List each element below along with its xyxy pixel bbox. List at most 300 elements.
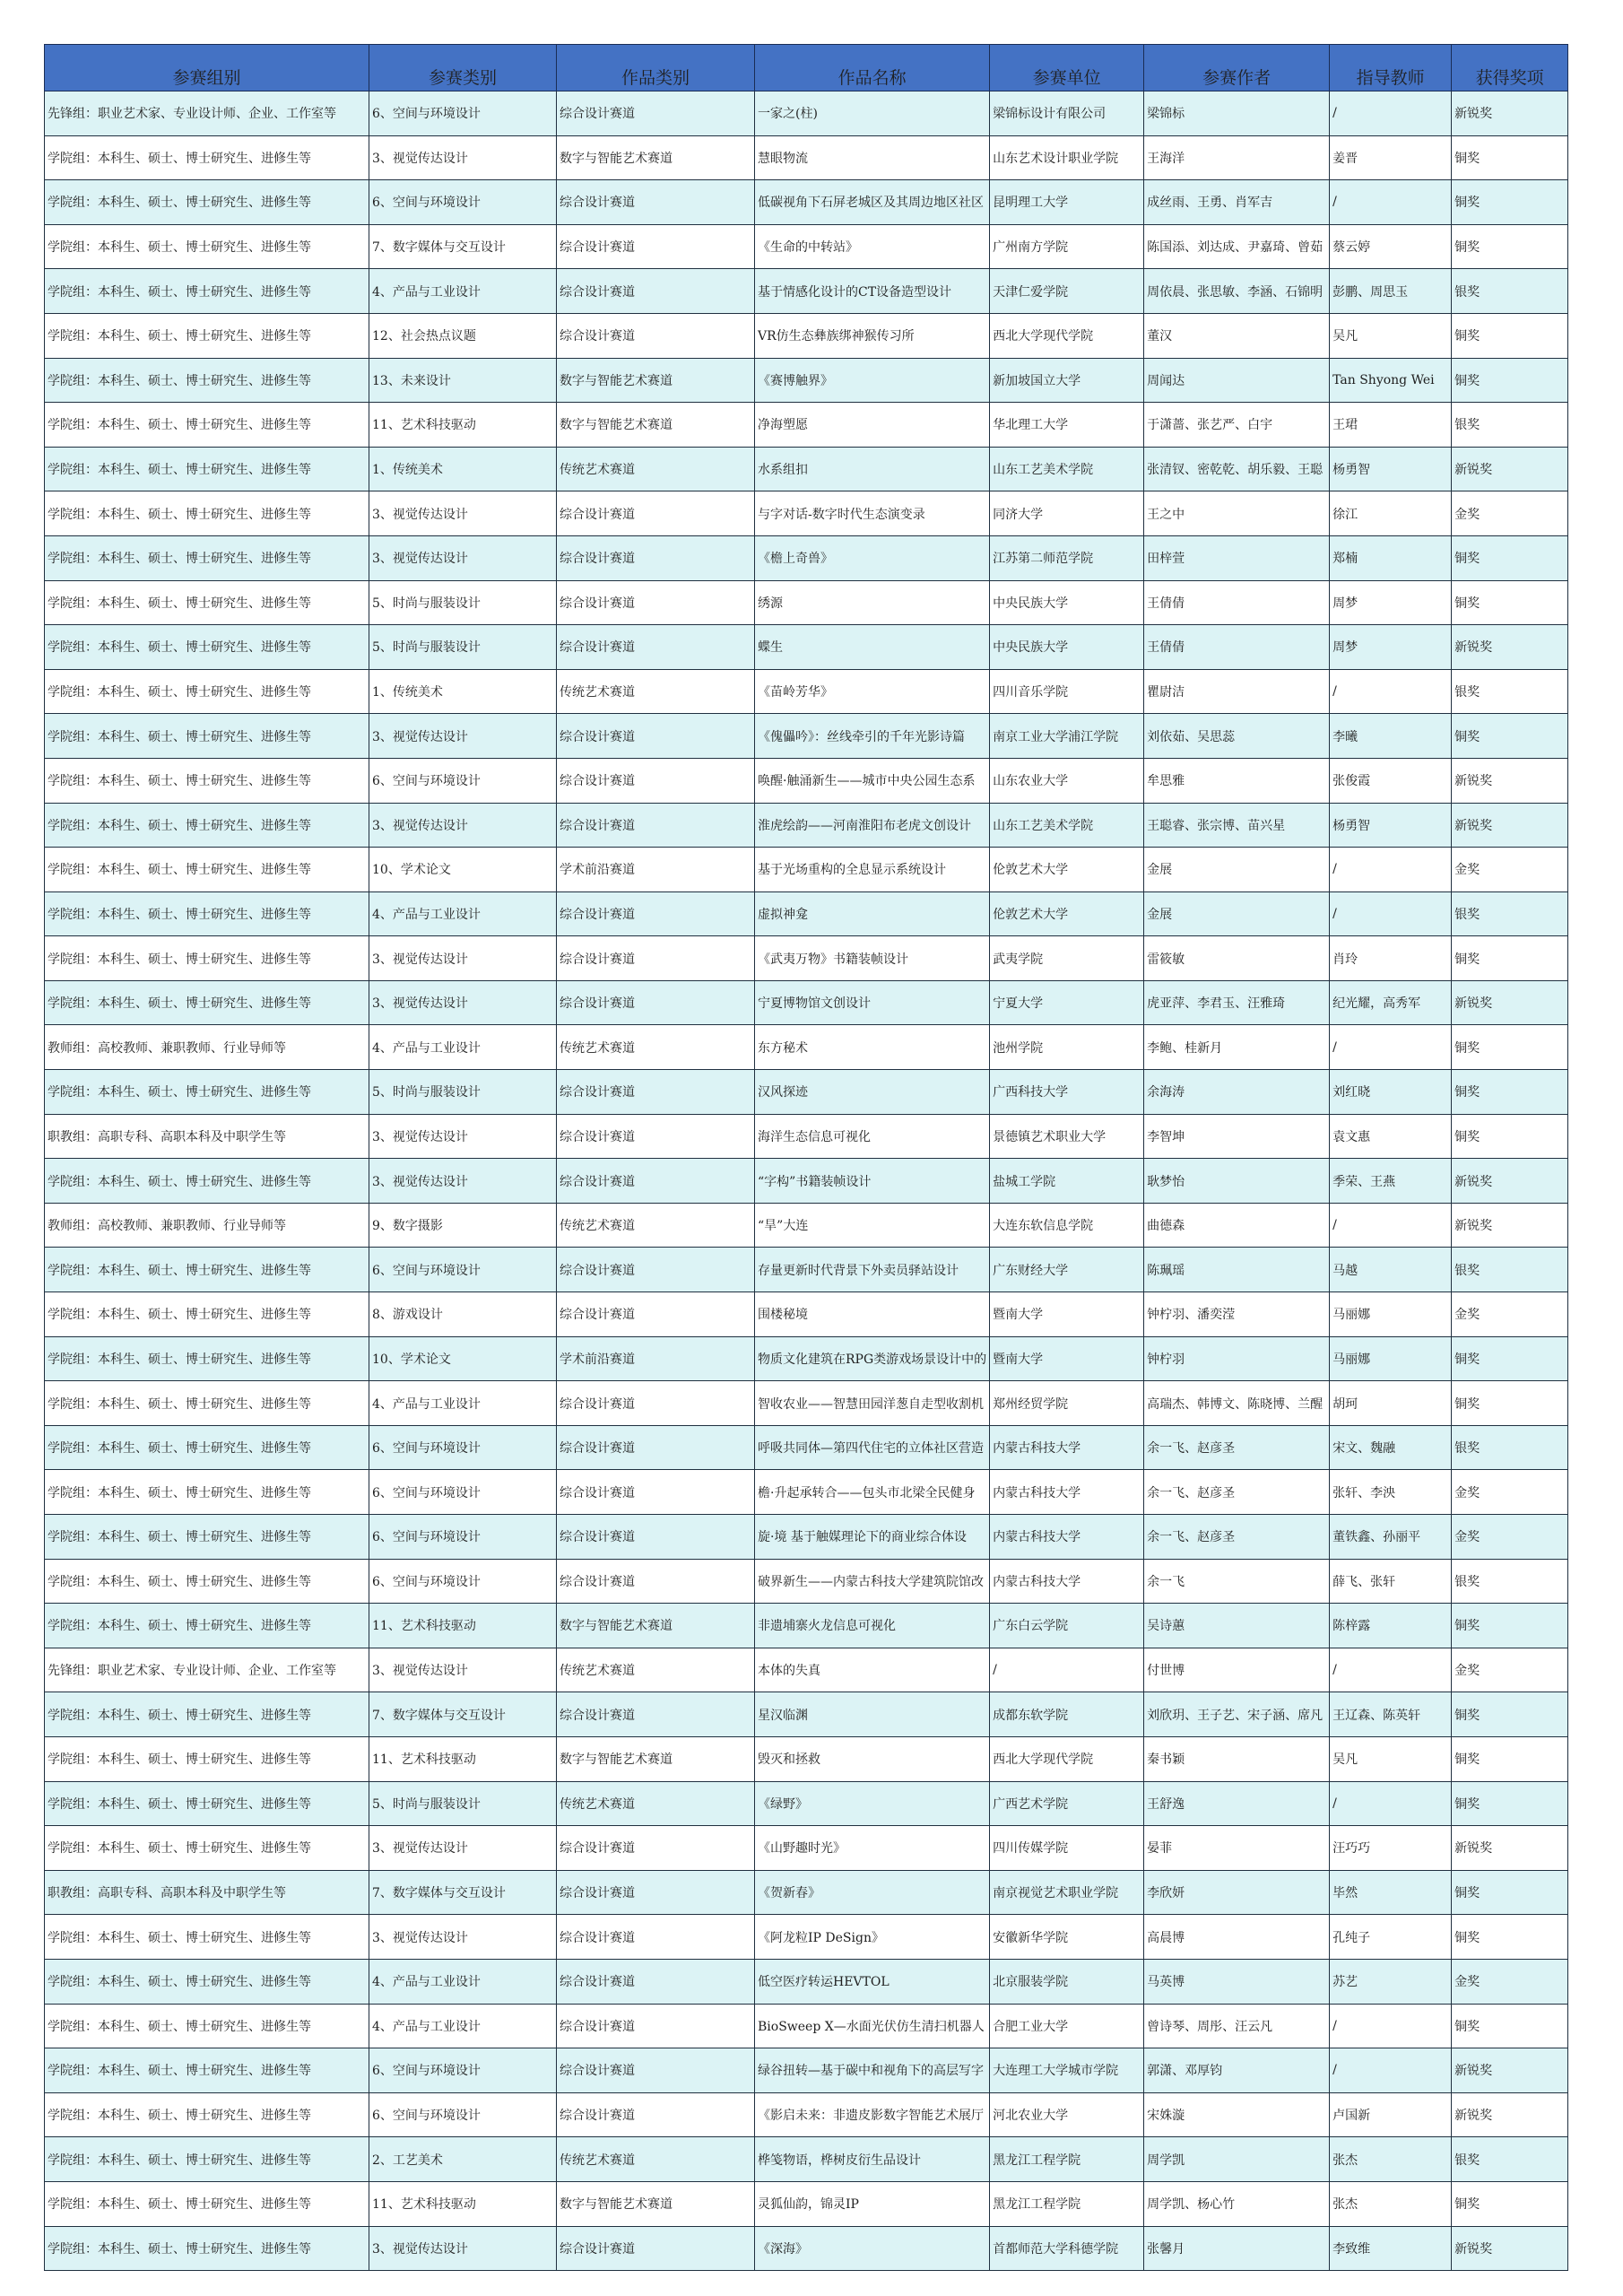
table-cell[interactable]: 综合设计赛道 (557, 1692, 755, 1737)
table-cell[interactable]: 综合设计赛道 (557, 803, 755, 848)
table-cell[interactable]: 7、数字媒体与交互设计 (369, 1870, 557, 1915)
table-cell[interactable]: 学院组：本科生、硕士、博士研究生、进修生等 (45, 1915, 369, 1960)
table-cell[interactable]: 耿梦怡 (1144, 1159, 1330, 1204)
table-row[interactable] (45, 403, 1568, 448)
table-cell[interactable]: 传统艺术赛道 (557, 2137, 755, 2182)
table-cell[interactable]: 学院组：本科生、硕士、博士研究生、进修生等 (45, 2226, 369, 2271)
table-cell[interactable]: 学院组：本科生、硕士、博士研究生、进修生等 (45, 224, 369, 269)
table-cell[interactable]: 学院组：本科生、硕士、博士研究生、进修生等 (45, 1248, 369, 1292)
table-cell[interactable]: 3、视觉传达设计 (369, 491, 557, 536)
table-row[interactable] (45, 2226, 1568, 2271)
table-cell[interactable]: 学院组：本科生、硕士、博士研究生、进修生等 (45, 1470, 369, 1515)
table-row[interactable] (45, 447, 1568, 491)
table-cell[interactable]: 学院组：本科生、硕士、博士研究生、进修生等 (45, 803, 369, 848)
table-cell[interactable]: 《檐上奇兽》 (755, 535, 990, 580)
table-row[interactable] (45, 2004, 1568, 2048)
table-cell[interactable]: 广西科技大学 (990, 1070, 1144, 1115)
table-cell[interactable]: 学院组：本科生、硕士、博士研究生、进修生等 (45, 758, 369, 803)
table-cell[interactable]: 余海涛 (1144, 1070, 1330, 1115)
table-cell[interactable]: 成丝雨、王勇、肖军吉 (1144, 180, 1330, 225)
table-row[interactable] (45, 1515, 1568, 1560)
table-cell[interactable]: 7、数字媒体与交互设计 (369, 224, 557, 269)
table-cell[interactable]: 华北理工大学 (990, 403, 1144, 448)
table-cell[interactable]: 金奖 (1452, 848, 1568, 892)
table-row[interactable] (45, 1292, 1568, 1337)
table-cell[interactable]: 铜奖 (1452, 135, 1568, 180)
table-cell[interactable]: 杨勇智 (1330, 803, 1452, 848)
table-row[interactable] (45, 135, 1568, 180)
table-cell[interactable]: 星汉临渊 (755, 1692, 990, 1737)
table-cell[interactable]: 陈梓露 (1330, 1604, 1452, 1648)
table-cell[interactable]: 综合设计赛道 (557, 1959, 755, 2004)
table-cell[interactable]: 教师组：高校教师、兼职教师、行业导师等 (45, 1025, 369, 1070)
table-cell[interactable]: 学院组：本科生、硕士、博士研究生、进修生等 (45, 2181, 369, 2226)
table-cell[interactable]: 学院组：本科生、硕士、博士研究生、进修生等 (45, 1381, 369, 1426)
table-cell[interactable]: 综合设计赛道 (557, 269, 755, 314)
table-cell[interactable]: 2、工艺美术 (369, 2137, 557, 2182)
table-cell[interactable]: 余一飞、赵彦圣 (1144, 1425, 1330, 1470)
table-cell[interactable]: 学院组：本科生、硕士、博士研究生、进修生等 (45, 491, 369, 536)
table-cell[interactable]: 广东白云学院 (990, 1604, 1144, 1648)
table-cell[interactable]: 北京服装学院 (990, 1959, 1144, 2004)
table-cell[interactable]: 《绿野》 (755, 1781, 990, 1826)
table-cell[interactable]: 学院组：本科生、硕士、博士研究生、进修生等 (45, 2137, 369, 2182)
table-cell[interactable]: 张杰 (1330, 2137, 1452, 2182)
table-cell[interactable]: 毕然 (1330, 1870, 1452, 1915)
table-cell[interactable]: 张轩、李泱 (1330, 1470, 1452, 1515)
table-cell[interactable]: 武夷学院 (990, 936, 1144, 981)
table-cell[interactable]: 学院组：本科生、硕士、博士研究生、进修生等 (45, 891, 369, 936)
table-cell[interactable]: 淮虎绘韵——河南淮阳布老虎文创设计 (755, 803, 990, 848)
table-cell[interactable]: 马丽娜 (1330, 1336, 1452, 1381)
table-cell[interactable]: 灵狐仙韵，锦灵IP (755, 2181, 990, 2226)
table-cell[interactable]: 梁锦标 (1144, 91, 1330, 136)
table-row[interactable] (45, 1070, 1568, 1115)
table-cell[interactable]: / (1330, 2004, 1452, 2048)
table-cell[interactable]: VR仿生态彝族绑神猴传习所 (755, 313, 990, 358)
table-cell[interactable]: 暨南大学 (990, 1336, 1144, 1381)
table-row[interactable] (45, 936, 1568, 981)
table-cell[interactable]: 学院组：本科生、硕士、博士研究生、进修生等 (45, 848, 369, 892)
table-cell[interactable]: 物质文化建筑在RPG类游戏场景设计中的 (755, 1336, 990, 1381)
table-cell[interactable]: 数字与智能艺术赛道 (557, 2181, 755, 2226)
table-cell[interactable]: 破界新生——内蒙古科技大学建筑院馆改 (755, 1559, 990, 1604)
table-cell[interactable]: 7、数字媒体与交互设计 (369, 1692, 557, 1737)
table-cell[interactable]: 薛飞、张轩 (1330, 1559, 1452, 1604)
table-cell[interactable]: 金奖 (1452, 1648, 1568, 1692)
table-cell[interactable]: 铜奖 (1452, 1025, 1568, 1070)
table-row[interactable] (45, 1781, 1568, 1826)
table-cell[interactable]: 铜奖 (1452, 2004, 1568, 2048)
table-cell[interactable]: 9、数字摄影 (369, 1203, 557, 1248)
table-row[interactable] (45, 891, 1568, 936)
table-cell[interactable]: 黑龙江工程学院 (990, 2137, 1144, 2182)
table-cell[interactable]: 综合设计赛道 (557, 2092, 755, 2137)
table-cell[interactable]: 6、空间与环境设计 (369, 91, 557, 136)
table-cell[interactable]: 综合设计赛道 (557, 1470, 755, 1515)
table-cell[interactable]: 学院组：本科生、硕士、博士研究生、进修生等 (45, 1736, 369, 1781)
table-cell[interactable]: 海洋生态信息可视化 (755, 1114, 990, 1159)
table-cell[interactable]: 水系组扣 (755, 447, 990, 491)
table-cell[interactable]: 4、产品与工业设计 (369, 2004, 557, 2048)
table-cell[interactable]: 新锐奖 (1452, 1826, 1568, 1871)
table-cell[interactable]: 王辽森、陈英轩 (1330, 1692, 1452, 1737)
table-cell[interactable]: 学院组：本科生、硕士、博士研究生、进修生等 (45, 669, 369, 714)
table-cell[interactable]: 学院组：本科生、硕士、博士研究生、进修生等 (45, 313, 369, 358)
table-cell[interactable]: 3、视觉传达设计 (369, 1915, 557, 1960)
table-cell[interactable]: 学院组：本科生、硕士、博士研究生、进修生等 (45, 535, 369, 580)
table-cell[interactable]: 新加坡国立大学 (990, 358, 1144, 403)
table-cell[interactable]: 秦书颖 (1144, 1736, 1330, 1781)
table-cell[interactable]: 综合设计赛道 (557, 891, 755, 936)
table-row[interactable] (45, 848, 1568, 892)
table-cell[interactable]: 职教组：高职专科、高职本科及中职学生等 (45, 1870, 369, 1915)
table-cell[interactable]: 绣源 (755, 580, 990, 625)
table-cell[interactable]: 学院组：本科生、硕士、博士研究生、进修生等 (45, 403, 369, 448)
table-cell[interactable]: 综合设计赛道 (557, 1515, 755, 1560)
table-cell[interactable]: 综合设计赛道 (557, 714, 755, 759)
table-cell[interactable]: 学院组：本科生、硕士、博士研究生、进修生等 (45, 580, 369, 625)
table-cell[interactable]: 宁夏博物馆文创设计 (755, 980, 990, 1025)
table-cell[interactable]: 王舒逸 (1144, 1781, 1330, 1826)
table-cell[interactable]: 综合设计赛道 (557, 936, 755, 981)
table-row[interactable] (45, 491, 1568, 536)
table-cell[interactable]: 安徽新华学院 (990, 1915, 1144, 1960)
table-cell[interactable]: 3、视觉传达设计 (369, 1648, 557, 1692)
table-cell[interactable]: 纪光耀，高秀军 (1330, 980, 1452, 1025)
table-cell[interactable]: 《贺新春》 (755, 1870, 990, 1915)
table-cell[interactable]: 马丽娜 (1330, 1292, 1452, 1337)
table-cell[interactable]: / (1330, 2048, 1452, 2093)
table-cell[interactable]: 学院组：本科生、硕士、博士研究生、进修生等 (45, 1781, 369, 1826)
table-cell[interactable]: 学院组：本科生、硕士、博士研究生、进修生等 (45, 447, 369, 491)
table-cell[interactable]: 王倩倩 (1144, 580, 1330, 625)
header-cell[interactable]: 参赛类别 (369, 45, 557, 91)
table-row[interactable] (45, 1648, 1568, 1692)
table-cell[interactable]: 大连理工大学城市学院 (990, 2048, 1144, 2093)
table-cell[interactable]: “字构”书籍装帧设计 (755, 1159, 990, 1204)
table-cell[interactable]: 高晨博 (1144, 1915, 1330, 1960)
table-cell[interactable]: 13、未来设计 (369, 358, 557, 403)
table-row[interactable] (45, 1025, 1568, 1070)
table-cell[interactable]: 传统艺术赛道 (557, 1025, 755, 1070)
table-row[interactable] (45, 1604, 1568, 1648)
table-cell[interactable]: / (1330, 669, 1452, 714)
table-cell[interactable]: 传统艺术赛道 (557, 1781, 755, 1826)
table-cell[interactable]: 四川传媒学院 (990, 1826, 1144, 1871)
table-cell[interactable]: 综合设计赛道 (557, 2226, 755, 2271)
table-cell[interactable]: 6、空间与环境设计 (369, 1559, 557, 1604)
table-cell[interactable]: 3、视觉传达设计 (369, 803, 557, 848)
table-cell[interactable]: 姜晋 (1330, 135, 1452, 180)
table-cell[interactable]: 综合设计赛道 (557, 1159, 755, 1204)
header-cell[interactable]: 获得奖项 (1452, 45, 1568, 91)
table-cell[interactable]: 学院组：本科生、硕士、博士研究生、进修生等 (45, 358, 369, 403)
table-cell[interactable]: 虚拟神龛 (755, 891, 990, 936)
table-row[interactable] (45, 625, 1568, 670)
table-cell[interactable]: 周梦 (1330, 625, 1452, 670)
table-cell[interactable]: 张清钗、密乾乾、胡乐毅、王聪 (1144, 447, 1330, 491)
table-row[interactable] (45, 535, 1568, 580)
table-cell[interactable]: 王海洋 (1144, 135, 1330, 180)
table-row[interactable] (45, 669, 1568, 714)
table-cell[interactable]: 综合设计赛道 (557, 1425, 755, 1470)
table-cell[interactable]: 铜奖 (1452, 936, 1568, 981)
table-cell[interactable]: 综合设计赛道 (557, 535, 755, 580)
table-cell[interactable]: 银奖 (1452, 891, 1568, 936)
table-cell[interactable]: 综合设计赛道 (557, 180, 755, 225)
table-row[interactable] (45, 2092, 1568, 2137)
table-cell[interactable]: 银奖 (1452, 2137, 1568, 2182)
table-cell[interactable]: 景德镇艺术职业大学 (990, 1114, 1144, 1159)
table-row[interactable] (45, 1692, 1568, 1737)
table-cell[interactable]: 《傀儡吟》：丝线牵引的千年光影诗篇 (755, 714, 990, 759)
table-cell[interactable]: 围楼秘境 (755, 1292, 990, 1337)
table-cell[interactable]: 曾诗琴、周彤、汪云凡 (1144, 2004, 1330, 2048)
table-cell[interactable]: 金展 (1144, 891, 1330, 936)
table-cell[interactable]: 张馨月 (1144, 2226, 1330, 2271)
table-cell[interactable]: 一家之(柱) (755, 91, 990, 136)
table-cell[interactable]: 金奖 (1452, 491, 1568, 536)
table-cell[interactable]: 11、艺术科技驱动 (369, 2181, 557, 2226)
table-cell[interactable]: 河北农业大学 (990, 2092, 1144, 2137)
header-cell[interactable]: 参赛作者 (1144, 45, 1330, 91)
table-cell[interactable]: 郭潇、邓厚钧 (1144, 2048, 1330, 2093)
table-cell[interactable]: 学院组：本科生、硕士、博士研究生、进修生等 (45, 1515, 369, 1560)
table-cell[interactable]: 新锐奖 (1452, 2048, 1568, 2093)
table-row[interactable] (45, 1736, 1568, 1781)
table-cell[interactable]: 学院组：本科生、硕士、博士研究生、进修生等 (45, 1159, 369, 1204)
table-cell[interactable]: 10、学术论文 (369, 848, 557, 892)
table-cell[interactable]: 学院组：本科生、硕士、博士研究生、进修生等 (45, 135, 369, 180)
table-cell[interactable]: 广东财经大学 (990, 1248, 1144, 1292)
table-cell[interactable]: 11、艺术科技驱动 (369, 403, 557, 448)
table-cell[interactable]: 新锐奖 (1452, 447, 1568, 491)
table-cell[interactable]: 天津仁爱学院 (990, 269, 1144, 314)
table-cell[interactable]: 3、视觉传达设计 (369, 2226, 557, 2271)
table-cell[interactable]: 铜奖 (1452, 580, 1568, 625)
table-cell[interactable]: 铜奖 (1452, 1336, 1568, 1381)
table-cell[interactable]: 于潇蔷、张艺严、白宇 (1144, 403, 1330, 448)
table-row[interactable] (45, 980, 1568, 1025)
table-cell[interactable]: 铜奖 (1452, 313, 1568, 358)
table-cell[interactable]: 铜奖 (1452, 1915, 1568, 1960)
table-cell[interactable]: 新锐奖 (1452, 1203, 1568, 1248)
table-cell[interactable]: 3、视觉传达设计 (369, 980, 557, 1025)
table-cell[interactable]: 1、传统美术 (369, 447, 557, 491)
table-cell[interactable]: 非遗埔寨火龙信息可视化 (755, 1604, 990, 1648)
header-cell[interactable]: 作品类别 (557, 45, 755, 91)
table-cell[interactable]: 新锐奖 (1452, 803, 1568, 848)
table-cell[interactable]: 银奖 (1452, 1559, 1568, 1604)
table-cell[interactable]: 桦笺物语，桦树皮衍生品设计 (755, 2137, 990, 2182)
table-cell[interactable]: 铜奖 (1452, 1781, 1568, 1826)
table-cell[interactable]: 数字与智能艺术赛道 (557, 1604, 755, 1648)
table-cell[interactable]: 高瑞杰、韩博文、陈晓博、兰醒 (1144, 1381, 1330, 1426)
table-row[interactable] (45, 803, 1568, 848)
table-cell[interactable]: 学院组：本科生、硕士、博士研究生、进修生等 (45, 2004, 369, 2048)
table-cell[interactable]: 学院组：本科生、硕士、博士研究生、进修生等 (45, 1604, 369, 1648)
table-cell[interactable]: 曲德森 (1144, 1203, 1330, 1248)
table-row[interactable] (45, 91, 1568, 136)
table-row[interactable] (45, 714, 1568, 759)
table-cell[interactable]: 《深海》 (755, 2226, 990, 2271)
table-cell[interactable]: 银奖 (1452, 269, 1568, 314)
table-cell[interactable]: 6、空间与环境设计 (369, 1248, 557, 1292)
table-cell[interactable]: 铜奖 (1452, 180, 1568, 225)
table-cell[interactable]: 合肥工业大学 (990, 2004, 1144, 2048)
table-cell[interactable]: 传统艺术赛道 (557, 1203, 755, 1248)
table-cell[interactable]: 综合设计赛道 (557, 313, 755, 358)
table-cell[interactable]: 低碳视角下石屏老城区及其周边地区社区 (755, 180, 990, 225)
table-cell[interactable]: 晏菲 (1144, 1826, 1330, 1871)
table-cell[interactable]: 3、视觉传达设计 (369, 1826, 557, 1871)
table-cell[interactable]: 黑龙江工程学院 (990, 2181, 1144, 2226)
table-cell[interactable]: 4、产品与工业设计 (369, 1959, 557, 2004)
table-cell[interactable]: 山东工艺美术学院 (990, 447, 1144, 491)
table-cell[interactable]: 李欣妍 (1144, 1870, 1330, 1915)
table-cell[interactable]: 山东农业大学 (990, 758, 1144, 803)
table-cell[interactable]: 6、空间与环境设计 (369, 758, 557, 803)
table-cell[interactable]: 张杰 (1330, 2181, 1452, 2226)
table-cell[interactable]: 彭鹏、周思玉 (1330, 269, 1452, 314)
table-row[interactable] (45, 1915, 1568, 1960)
table-cell[interactable]: Tan Shyong Wei (1330, 358, 1452, 403)
table-cell[interactable]: 檐·升起承转合——包头市北梁全民健身 (755, 1470, 990, 1515)
table-cell[interactable]: 付世博 (1144, 1648, 1330, 1692)
table-cell[interactable]: 袁文惠 (1330, 1114, 1452, 1159)
table-cell[interactable]: 铜奖 (1452, 1381, 1568, 1426)
table-cell[interactable]: 《生命的中转站》 (755, 224, 990, 269)
table-cell[interactable]: 6、空间与环境设计 (369, 1515, 557, 1560)
table-cell[interactable]: 南京工业大学浦江学院 (990, 714, 1144, 759)
table-cell[interactable]: 4、产品与工业设计 (369, 891, 557, 936)
table-cell[interactable]: 智收农业——智慧田园洋葱自走型收割机 (755, 1381, 990, 1426)
table-cell[interactable]: 董汉 (1144, 313, 1330, 358)
table-cell[interactable]: 数字与智能艺术赛道 (557, 358, 755, 403)
table-cell[interactable]: 南京视觉艺术职业学院 (990, 1870, 1144, 1915)
table-cell[interactable]: / (1330, 1025, 1452, 1070)
table-cell[interactable]: 内蒙古科技大学 (990, 1515, 1144, 1560)
table-cell[interactable]: 新锐奖 (1452, 2226, 1568, 2271)
table-cell[interactable]: 综合设计赛道 (557, 1381, 755, 1426)
table-cell[interactable]: 综合设计赛道 (557, 1248, 755, 1292)
table-cell[interactable]: 3、视觉传达设计 (369, 936, 557, 981)
table-cell[interactable]: 8、游戏设计 (369, 1292, 557, 1337)
table-cell[interactable]: 梁锦标设计有限公司 (990, 91, 1144, 136)
table-cell[interactable]: 学院组：本科生、硕士、博士研究生、进修生等 (45, 180, 369, 225)
table-row[interactable] (45, 758, 1568, 803)
table-cell[interactable]: 周学凯、杨心竹 (1144, 2181, 1330, 2226)
table-cell[interactable]: 4、产品与工业设计 (369, 1381, 557, 1426)
table-cell[interactable]: 基于情感化设计的CT设备造型设计 (755, 269, 990, 314)
table-row[interactable] (45, 1336, 1568, 1381)
table-cell[interactable]: 综合设计赛道 (557, 1114, 755, 1159)
table-cell[interactable]: 4、产品与工业设计 (369, 269, 557, 314)
table-cell[interactable]: 数字与智能艺术赛道 (557, 135, 755, 180)
table-cell[interactable]: 综合设计赛道 (557, 758, 755, 803)
table-cell[interactable]: 马英博 (1144, 1959, 1330, 2004)
table-cell[interactable]: 学院组：本科生、硕士、博士研究生、进修生等 (45, 1336, 369, 1381)
table-cell[interactable]: 学院组：本科生、硕士、博士研究生、进修生等 (45, 625, 369, 670)
table-cell[interactable]: 基于光场重构的全息显示系统设计 (755, 848, 990, 892)
table-cell[interactable]: 慧眼物流 (755, 135, 990, 180)
table-cell[interactable]: 吴诗蕙 (1144, 1604, 1330, 1648)
table-cell[interactable]: 综合设计赛道 (557, 91, 755, 136)
table-row[interactable] (45, 1870, 1568, 1915)
table-cell[interactable]: 呼吸共同体—第四代住宅的立体社区营造 (755, 1425, 990, 1470)
table-cell[interactable]: 铜奖 (1452, 2181, 1568, 2226)
table-cell[interactable]: 学院组：本科生、硕士、博士研究生、进修生等 (45, 714, 369, 759)
table-cell[interactable]: 综合设计赛道 (557, 224, 755, 269)
table-cell[interactable]: 四川音乐学院 (990, 669, 1144, 714)
table-cell[interactable]: 5、时尚与服装设计 (369, 1070, 557, 1115)
table-cell[interactable]: 王聪睿、张宗博、苗兴星 (1144, 803, 1330, 848)
table-cell[interactable]: 3、视觉传达设计 (369, 535, 557, 580)
table-cell[interactable]: 《影启未来：非遗皮影数字智能艺术展厅 (755, 2092, 990, 2137)
table-cell[interactable]: 传统艺术赛道 (557, 447, 755, 491)
table-cell[interactable]: 综合设计赛道 (557, 1292, 755, 1337)
table-cell[interactable]: 1、传统美术 (369, 669, 557, 714)
table-cell[interactable]: 董铁鑫、孙丽平 (1330, 1515, 1452, 1560)
table-cell[interactable]: 雷筱敏 (1144, 936, 1330, 981)
table-cell[interactable]: 吴凡 (1330, 313, 1452, 358)
table-cell[interactable]: 金奖 (1452, 1959, 1568, 2004)
table-cell[interactable]: 李鲍、桂新月 (1144, 1025, 1330, 1070)
table-row[interactable] (45, 2137, 1568, 2182)
table-cell[interactable]: 铜奖 (1452, 224, 1568, 269)
table-cell[interactable]: 季荣、王燕 (1330, 1159, 1452, 1204)
table-cell[interactable]: 昆明理工大学 (990, 180, 1144, 225)
table-cell[interactable]: 汉风探迹 (755, 1070, 990, 1115)
table-cell[interactable]: 暨南大学 (990, 1292, 1144, 1337)
table-cell[interactable]: 余一飞、赵彦圣 (1144, 1515, 1330, 1560)
table-cell[interactable]: 《山野趣时光》 (755, 1826, 990, 1871)
table-cell[interactable]: 王之中 (1144, 491, 1330, 536)
table-cell[interactable]: 余一飞 (1144, 1559, 1330, 1604)
table-cell[interactable]: 3、视觉传达设计 (369, 1114, 557, 1159)
table-cell[interactable]: 学院组：本科生、硕士、博士研究生、进修生等 (45, 936, 369, 981)
table-cell[interactable]: 钟柠羽 (1144, 1336, 1330, 1381)
table-cell[interactable]: 综合设计赛道 (557, 491, 755, 536)
table-cell[interactable]: 10、学术论文 (369, 1336, 557, 1381)
table-cell[interactable]: 3、视觉传达设计 (369, 135, 557, 180)
table-cell[interactable]: 学院组：本科生、硕士、博士研究生、进修生等 (45, 269, 369, 314)
table-cell[interactable]: 综合设计赛道 (557, 1826, 755, 1871)
table-cell[interactable]: / (1330, 91, 1452, 136)
table-cell[interactable]: 数字与智能艺术赛道 (557, 403, 755, 448)
table-cell[interactable]: 新锐奖 (1452, 91, 1568, 136)
table-cell[interactable]: 成都东软学院 (990, 1692, 1144, 1737)
table-row[interactable] (45, 1203, 1568, 1248)
table-cell[interactable]: 传统艺术赛道 (557, 669, 755, 714)
table-cell[interactable]: 低空医疗转运HEVTOL (755, 1959, 990, 2004)
table-cell[interactable]: 5、时尚与服装设计 (369, 580, 557, 625)
table-cell[interactable]: 马越 (1330, 1248, 1452, 1292)
table-cell[interactable]: / (1330, 1648, 1452, 1692)
table-cell[interactable]: 肖玲 (1330, 936, 1452, 981)
table-cell[interactable]: / (990, 1648, 1144, 1692)
table-cell[interactable]: 铜奖 (1452, 714, 1568, 759)
table-cell[interactable]: BioSweep X—水面光伏仿生清扫机器人 (755, 2004, 990, 2048)
table-cell[interactable]: 银奖 (1452, 669, 1568, 714)
table-cell[interactable]: 广州南方学院 (990, 224, 1144, 269)
table-row[interactable] (45, 1425, 1568, 1470)
table-cell[interactable]: 铜奖 (1452, 1114, 1568, 1159)
table-cell[interactable]: 张俊霞 (1330, 758, 1452, 803)
table-cell[interactable]: 铜奖 (1452, 535, 1568, 580)
table-cell[interactable]: 周学凯 (1144, 2137, 1330, 2182)
